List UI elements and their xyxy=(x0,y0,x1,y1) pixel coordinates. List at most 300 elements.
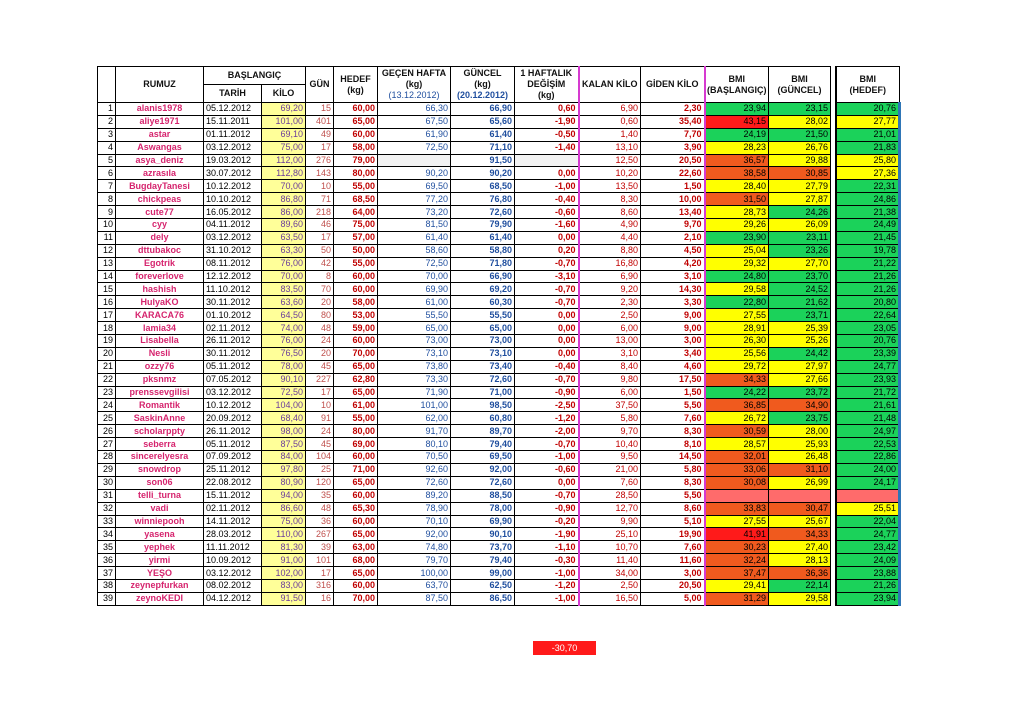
kalan-kilo-cell: 37,50 xyxy=(579,399,641,412)
tarih-cell: 08.02.2012 xyxy=(204,579,262,592)
hedef-cell: 58,00 xyxy=(334,141,378,154)
header-bmi-hed-label: BMI xyxy=(859,73,876,84)
bmi-baslangic-cell: 28,91 xyxy=(705,322,769,335)
row-index: 7 xyxy=(98,180,116,193)
bmi-baslangic-cell: 26,30 xyxy=(705,335,769,348)
bmi-hedef-cell: 21,83 xyxy=(836,141,900,154)
kalan-kilo-cell: 5,80 xyxy=(579,412,641,425)
tarih-cell: 10.12.2012 xyxy=(204,399,262,412)
bmi-baslangic-cell: 23,90 xyxy=(705,231,769,244)
bmi-baslangic-cell: 30,08 xyxy=(705,476,769,489)
table-row xyxy=(98,128,900,141)
giden-kilo-cell: 1,50 xyxy=(641,386,705,399)
bmi-hedef-cell: 20,80 xyxy=(836,296,900,309)
kalan-kilo-cell: 1,40 xyxy=(579,128,641,141)
gun-cell: 25 xyxy=(306,463,334,476)
kalan-kilo-cell: 9,70 xyxy=(579,425,641,438)
kalan-kilo-cell: 2,50 xyxy=(579,309,641,322)
degisim-cell: -0,90 xyxy=(515,386,579,399)
bmi-hedef-cell: 21,45 xyxy=(836,231,900,244)
guncel-cell: 89,70 xyxy=(451,425,515,438)
bmi-baslangic-cell: 26,72 xyxy=(705,412,769,425)
bmi-guncel-cell: 27,66 xyxy=(769,373,831,386)
rumuz-cell: lamia34 xyxy=(116,322,204,335)
header-guncel-unit: (kg) xyxy=(474,79,491,89)
bmi-baslangic-cell: 24,19 xyxy=(705,128,769,141)
kilo-cell: 75,00 xyxy=(262,141,306,154)
kalan-kilo-cell: 10,70 xyxy=(579,541,641,554)
gecen-hafta-cell: 70,00 xyxy=(378,270,451,283)
degisim-cell: -0,30 xyxy=(515,554,579,567)
kalan-kilo-cell: 4,40 xyxy=(579,231,641,244)
gun-cell: 35 xyxy=(306,489,334,502)
guncel-cell: 86,50 xyxy=(451,592,515,605)
gecen-hafta-cell: 61,40 xyxy=(378,231,451,244)
guncel-cell: 73,00 xyxy=(451,335,515,348)
kalan-kilo-cell: 9,90 xyxy=(579,515,641,528)
header-gecen-unit: (kg) xyxy=(405,79,423,89)
rumuz-cell: Nesli xyxy=(116,347,204,360)
row-index: 39 xyxy=(98,592,116,605)
rumuz-cell: aliye1971 xyxy=(116,115,204,128)
bmi-hedef-cell: 21,48 xyxy=(836,412,900,425)
table-row xyxy=(98,515,900,528)
gun-cell: 218 xyxy=(306,206,334,219)
table-row xyxy=(98,528,900,541)
hedef-cell: 60,00 xyxy=(334,451,378,464)
tarih-cell: 03.12.2012 xyxy=(204,141,262,154)
gun-cell: 17 xyxy=(306,386,334,399)
gun-cell: 80 xyxy=(306,309,334,322)
table-row xyxy=(98,167,900,180)
gun-cell: 120 xyxy=(306,476,334,489)
gecen-hafta-cell: 89,20 xyxy=(378,489,451,502)
degisim-cell: 0,00 xyxy=(515,322,579,335)
gun-cell: 17 xyxy=(306,567,334,580)
gecen-hafta-cell: 77,20 xyxy=(378,193,451,206)
guncel-cell: 79,40 xyxy=(451,438,515,451)
hedef-cell: 60,00 xyxy=(334,270,378,283)
kilo-cell: 70,00 xyxy=(262,180,306,193)
guncel-cell: 92,00 xyxy=(451,463,515,476)
row-index: 5 xyxy=(98,154,116,167)
table-row xyxy=(98,296,900,309)
table-row xyxy=(98,438,900,451)
row-index: 9 xyxy=(98,206,116,219)
gecen-hafta-cell: 90,20 xyxy=(378,167,451,180)
header-guncel-date: (20.12.2012) xyxy=(456,90,509,100)
kilo-cell: 78,00 xyxy=(262,360,306,373)
header-bmi-gun-label: BMI xyxy=(791,73,808,84)
giden-kilo-cell: 14,50 xyxy=(641,451,705,464)
tarih-cell: 14.11.2012 xyxy=(204,515,262,528)
bmi-guncel-cell: 28,13 xyxy=(769,554,831,567)
bmi-guncel-cell: 26,76 xyxy=(769,141,831,154)
tarih-cell: 05.11.2012 xyxy=(204,438,262,451)
giden-kilo-cell: 14,30 xyxy=(641,283,705,296)
bmi-guncel-cell: 27,97 xyxy=(769,360,831,373)
row-index: 11 xyxy=(98,231,116,244)
gecen-hafta-cell: 72,50 xyxy=(378,257,451,270)
kalan-kilo-cell: 9,50 xyxy=(579,451,641,464)
tarih-cell: 28.03.2012 xyxy=(204,528,262,541)
giden-kilo-cell: 5,00 xyxy=(641,592,705,605)
table-row xyxy=(98,335,900,348)
bmi-guncel-cell: 21,50 xyxy=(769,128,831,141)
bmi-guncel-cell: 22,14 xyxy=(769,579,831,592)
guncel-cell: 69,20 xyxy=(451,283,515,296)
gecen-hafta-cell: 79,70 xyxy=(378,554,451,567)
giden-kilo-cell: 2,10 xyxy=(641,231,705,244)
giden-kilo-cell: 7,60 xyxy=(641,412,705,425)
guncel-cell: 66,90 xyxy=(451,270,515,283)
bmi-guncel-cell: 27,87 xyxy=(769,193,831,206)
row-index: 16 xyxy=(98,296,116,309)
tarih-cell: 31.10.2012 xyxy=(204,244,262,257)
header-bmi-guncel xyxy=(769,67,831,103)
tarih-cell: 19.03.2012 xyxy=(204,154,262,167)
gecen-hafta-cell: 78,90 xyxy=(378,502,451,515)
hedef-cell: 65,30 xyxy=(334,502,378,515)
row-index: 14 xyxy=(98,270,116,283)
kilo-cell: 97,80 xyxy=(262,463,306,476)
kilo-cell: 72,50 xyxy=(262,386,306,399)
bmi-guncel-cell: 36,36 xyxy=(769,567,831,580)
rumuz-cell: chickpeas xyxy=(116,193,204,206)
kalan-kilo-cell: 8,30 xyxy=(579,193,641,206)
tarih-cell: 10.12.2012 xyxy=(204,180,262,193)
kilo-cell: 87,50 xyxy=(262,438,306,451)
degisim-cell: -0,70 xyxy=(515,283,579,296)
giden-kilo-cell: 13,40 xyxy=(641,206,705,219)
bmi-hedef-cell: 21,22 xyxy=(836,257,900,270)
bmi-guncel-cell: 26,48 xyxy=(769,451,831,464)
hedef-cell: 68,00 xyxy=(334,554,378,567)
guncel-cell: 65,00 xyxy=(451,322,515,335)
hedef-cell: 69,00 xyxy=(334,438,378,451)
header-degisim-line2: DEĞİŞİM xyxy=(527,79,566,89)
table-row xyxy=(98,451,900,464)
guncel-cell: 62,50 xyxy=(451,579,515,592)
kilo-cell: 69,20 xyxy=(262,103,306,116)
row-index: 33 xyxy=(98,515,116,528)
row-index: 8 xyxy=(98,193,116,206)
degisim-cell: -2,50 xyxy=(515,399,579,412)
rumuz-cell: telli_turna xyxy=(116,489,204,502)
degisim-cell: -1,90 xyxy=(515,115,579,128)
bmi-baslangic-cell: 28,40 xyxy=(705,180,769,193)
bmi-hedef-cell: 22,64 xyxy=(836,309,900,322)
kilo-cell: 63,60 xyxy=(262,296,306,309)
hedef-cell: 58,00 xyxy=(334,296,378,309)
row-index: 34 xyxy=(98,528,116,541)
giden-kilo-cell: 3,90 xyxy=(641,141,705,154)
kalan-kilo-cell: 34,00 xyxy=(579,567,641,580)
table-body xyxy=(98,103,900,606)
hedef-cell: 55,00 xyxy=(334,257,378,270)
weekly-change-total: -30,70 xyxy=(533,641,596,655)
gecen-hafta-cell: 73,00 xyxy=(378,335,451,348)
bmi-guncel-cell: 24,52 xyxy=(769,283,831,296)
bmi-hedef-cell: 20,76 xyxy=(836,335,900,348)
row-index: 28 xyxy=(98,451,116,464)
giden-kilo-cell: 9,70 xyxy=(641,219,705,232)
gun-cell: 20 xyxy=(306,347,334,360)
hedef-cell: 60,00 xyxy=(334,579,378,592)
guncel-cell: 73,70 xyxy=(451,541,515,554)
header-guncel-label: GÜNCEL xyxy=(463,68,502,78)
bmi-hedef-cell: 21,01 xyxy=(836,128,900,141)
guncel-cell: 72,60 xyxy=(451,373,515,386)
tarih-cell: 01.10.2012 xyxy=(204,309,262,322)
giden-kilo-cell: 5,50 xyxy=(641,399,705,412)
gecen-hafta-cell: 81,50 xyxy=(378,219,451,232)
tarih-cell: 30.11.2012 xyxy=(204,296,262,309)
kalan-kilo-cell: 16,80 xyxy=(579,257,641,270)
gecen-hafta-cell: 101,00 xyxy=(378,399,451,412)
kilo-cell: 90,10 xyxy=(262,373,306,386)
rumuz-cell: azrasıla xyxy=(116,167,204,180)
degisim-cell: 0,00 xyxy=(515,309,579,322)
bmi-hedef-cell: 21,26 xyxy=(836,283,900,296)
tarih-cell: 05.12.2012 xyxy=(204,103,262,116)
bmi-hedef-cell: 23,05 xyxy=(836,322,900,335)
rumuz-cell: hashish xyxy=(116,283,204,296)
rumuz-cell: HulyaKO xyxy=(116,296,204,309)
degisim-cell: -0,50 xyxy=(515,128,579,141)
degisim-cell: 0,00 xyxy=(515,167,579,180)
bmi-hedef-cell: 21,61 xyxy=(836,399,900,412)
gecen-hafta-cell: 72,50 xyxy=(378,141,451,154)
tarih-cell: 02.11.2012 xyxy=(204,322,262,335)
bmi-hedef-cell: 23,88 xyxy=(836,567,900,580)
degisim-cell: 0,20 xyxy=(515,244,579,257)
row-index: 3 xyxy=(98,128,116,141)
bmi-guncel-cell: 27,70 xyxy=(769,257,831,270)
hedef-cell: 50,00 xyxy=(334,244,378,257)
kalan-kilo-cell: 7,60 xyxy=(579,476,641,489)
degisim-cell: -0,20 xyxy=(515,515,579,528)
row-index: 21 xyxy=(98,360,116,373)
kilo-cell: 101,00 xyxy=(262,115,306,128)
degisim-cell: -1,20 xyxy=(515,412,579,425)
guncel-cell: 90,20 xyxy=(451,167,515,180)
degisim-cell: -0,70 xyxy=(515,296,579,309)
rumuz-cell: SaskinAnne xyxy=(116,412,204,425)
giden-kilo-cell: 4,20 xyxy=(641,257,705,270)
gecen-hafta-cell: 63,70 xyxy=(378,579,451,592)
rumuz-cell: Egotrik xyxy=(116,257,204,270)
giden-kilo-cell: 11,60 xyxy=(641,554,705,567)
kalan-kilo-cell: 12,70 xyxy=(579,502,641,515)
tarih-cell: 04.11.2012 xyxy=(204,219,262,232)
guncel-cell: 66,90 xyxy=(451,103,515,116)
guncel-cell: 60,30 xyxy=(451,296,515,309)
row-index: 23 xyxy=(98,386,116,399)
table-row xyxy=(98,386,900,399)
bmi-guncel-cell: 25,67 xyxy=(769,515,831,528)
hedef-cell: 57,00 xyxy=(334,231,378,244)
rumuz-cell: astar xyxy=(116,128,204,141)
header-guncel xyxy=(451,67,515,103)
row-index: 38 xyxy=(98,579,116,592)
tarih-cell: 02.11.2012 xyxy=(204,502,262,515)
degisim-cell xyxy=(515,154,579,167)
bmi-hedef-cell: 21,26 xyxy=(836,579,900,592)
header-bmi-baslangic xyxy=(705,67,769,103)
bmi-baslangic-cell xyxy=(705,489,769,502)
degisim-cell: -1,00 xyxy=(515,180,579,193)
gecen-hafta-cell: 69,50 xyxy=(378,180,451,193)
giden-kilo-cell: 19,90 xyxy=(641,528,705,541)
table-row xyxy=(98,592,900,605)
tarih-cell: 30.07.2012 xyxy=(204,167,262,180)
rumuz-cell: prenssevgilisi xyxy=(116,386,204,399)
table-row xyxy=(98,309,900,322)
bmi-guncel-cell: 23,72 xyxy=(769,386,831,399)
guncel-cell: 69,50 xyxy=(451,451,515,464)
gun-cell: 20 xyxy=(306,296,334,309)
table-row xyxy=(98,579,900,592)
kalan-kilo-cell: 6,00 xyxy=(579,322,641,335)
table-row xyxy=(98,322,900,335)
header-kalan-kilo: KALAN KİLO xyxy=(579,67,641,103)
kalan-kilo-cell: 6,00 xyxy=(579,386,641,399)
rumuz-cell: zeynoKEDI xyxy=(116,592,204,605)
table-row xyxy=(98,206,900,219)
bmi-hedef-cell: 27,36 xyxy=(836,167,900,180)
bmi-hedef-cell: 24,17 xyxy=(836,476,900,489)
bmi-baslangic-cell: 29,58 xyxy=(705,283,769,296)
bmi-baslangic-cell: 41,91 xyxy=(705,528,769,541)
gecen-hafta-cell: 61,00 xyxy=(378,296,451,309)
bmi-guncel-cell: 30,47 xyxy=(769,502,831,515)
header-gun: GÜN xyxy=(306,67,334,103)
bmi-baslangic-cell: 25,56 xyxy=(705,347,769,360)
bmi-hedef-cell: 23,39 xyxy=(836,347,900,360)
kilo-cell: 110,00 xyxy=(262,528,306,541)
kalan-kilo-cell: 0,60 xyxy=(579,115,641,128)
bmi-guncel-cell: 26,99 xyxy=(769,476,831,489)
tarih-cell: 26.11.2012 xyxy=(204,425,262,438)
guncel-cell: 61,40 xyxy=(451,128,515,141)
tarih-cell: 03.12.2012 xyxy=(204,386,262,399)
hedef-cell: 80,00 xyxy=(334,425,378,438)
table-row xyxy=(98,567,900,580)
bmi-guncel-cell: 29,88 xyxy=(769,154,831,167)
degisim-cell: -1,00 xyxy=(515,567,579,580)
gun-cell: 267 xyxy=(306,528,334,541)
tarih-cell: 12.12.2012 xyxy=(204,270,262,283)
giden-kilo-cell: 1,50 xyxy=(641,180,705,193)
giden-kilo-cell: 17,50 xyxy=(641,373,705,386)
hedef-cell: 68,50 xyxy=(334,193,378,206)
tarih-cell: 10.10.2012 xyxy=(204,193,262,206)
header-hedef-unit: (kg) xyxy=(347,84,364,95)
hedef-cell: 59,00 xyxy=(334,322,378,335)
rumuz-cell: cute77 xyxy=(116,206,204,219)
kilo-cell: 80,90 xyxy=(262,476,306,489)
guncel-cell: 55,50 xyxy=(451,309,515,322)
giden-kilo-cell: 7,60 xyxy=(641,541,705,554)
header-gecen-hafta xyxy=(378,67,451,103)
table-row xyxy=(98,231,900,244)
bmi-guncel-cell: 23,15 xyxy=(769,103,831,116)
kalan-kilo-cell: 12,50 xyxy=(579,154,641,167)
gecen-hafta-cell xyxy=(378,154,451,167)
header-gecen-date: (13.12.2012) xyxy=(388,90,440,100)
header-baslangic: BAŞLANGIÇ xyxy=(204,67,306,85)
degisim-cell: -1,60 xyxy=(515,219,579,232)
row-index: 15 xyxy=(98,283,116,296)
bmi-hedef-cell: 19,78 xyxy=(836,244,900,257)
tarih-cell: 08.11.2012 xyxy=(204,257,262,270)
bmi-baslangic-cell: 30,23 xyxy=(705,541,769,554)
guncel-cell: 76,80 xyxy=(451,193,515,206)
tarih-cell: 11.11.2012 xyxy=(204,541,262,554)
kalan-kilo-cell: 16,50 xyxy=(579,592,641,605)
degisim-cell: 0,60 xyxy=(515,103,579,116)
header-index xyxy=(98,67,116,103)
bmi-baslangic-cell: 22,80 xyxy=(705,296,769,309)
degisim-cell: -1,10 xyxy=(515,541,579,554)
table-row xyxy=(98,180,900,193)
kalan-kilo-cell: 10,40 xyxy=(579,438,641,451)
bmi-guncel-cell: 25,26 xyxy=(769,335,831,348)
hedef-cell: 65,00 xyxy=(334,386,378,399)
guncel-cell: 58,80 xyxy=(451,244,515,257)
tarih-cell: 16.05.2012 xyxy=(204,206,262,219)
kilo-cell: 70,00 xyxy=(262,270,306,283)
guncel-cell: 61,40 xyxy=(451,231,515,244)
gecen-hafta-cell: 73,30 xyxy=(378,373,451,386)
row-index: 22 xyxy=(98,373,116,386)
gun-cell: 24 xyxy=(306,335,334,348)
gun-cell: 143 xyxy=(306,167,334,180)
table-row xyxy=(98,554,900,567)
gecen-hafta-cell: 67,50 xyxy=(378,115,451,128)
row-index: 18 xyxy=(98,322,116,335)
gecen-hafta-cell: 73,10 xyxy=(378,347,451,360)
kalan-kilo-cell: 8,80 xyxy=(579,244,641,257)
kilo-cell: 76,50 xyxy=(262,347,306,360)
weight-tracking-table xyxy=(97,66,901,606)
degisim-cell: 0,00 xyxy=(515,476,579,489)
bmi-guncel-cell xyxy=(769,489,831,502)
tarih-cell: 10.09.2012 xyxy=(204,554,262,567)
bmi-baslangic-cell: 23,94 xyxy=(705,103,769,116)
gun-cell: 24 xyxy=(306,425,334,438)
table-row xyxy=(98,502,900,515)
giden-kilo-cell: 9,00 xyxy=(641,322,705,335)
gecen-hafta-cell: 72,60 xyxy=(378,476,451,489)
gun-cell: 45 xyxy=(306,438,334,451)
bmi-guncel-cell: 23,75 xyxy=(769,412,831,425)
gecen-hafta-cell: 71,90 xyxy=(378,386,451,399)
gecen-hafta-cell: 74,80 xyxy=(378,541,451,554)
bmi-hedef-cell: 20,76 xyxy=(836,103,900,116)
guncel-cell: 68,50 xyxy=(451,180,515,193)
bmi-baslangic-cell: 31,50 xyxy=(705,193,769,206)
hedef-cell: 60,00 xyxy=(334,128,378,141)
bmi-guncel-cell: 23,26 xyxy=(769,244,831,257)
bmi-hedef-cell: 22,86 xyxy=(836,451,900,464)
hedef-cell: 65,00 xyxy=(334,360,378,373)
bmi-hedef-cell xyxy=(836,489,900,502)
kilo-cell: 81,30 xyxy=(262,541,306,554)
header-degisim-line1: 1 HAFTALIK xyxy=(520,68,573,78)
kilo-cell: 75,00 xyxy=(262,515,306,528)
